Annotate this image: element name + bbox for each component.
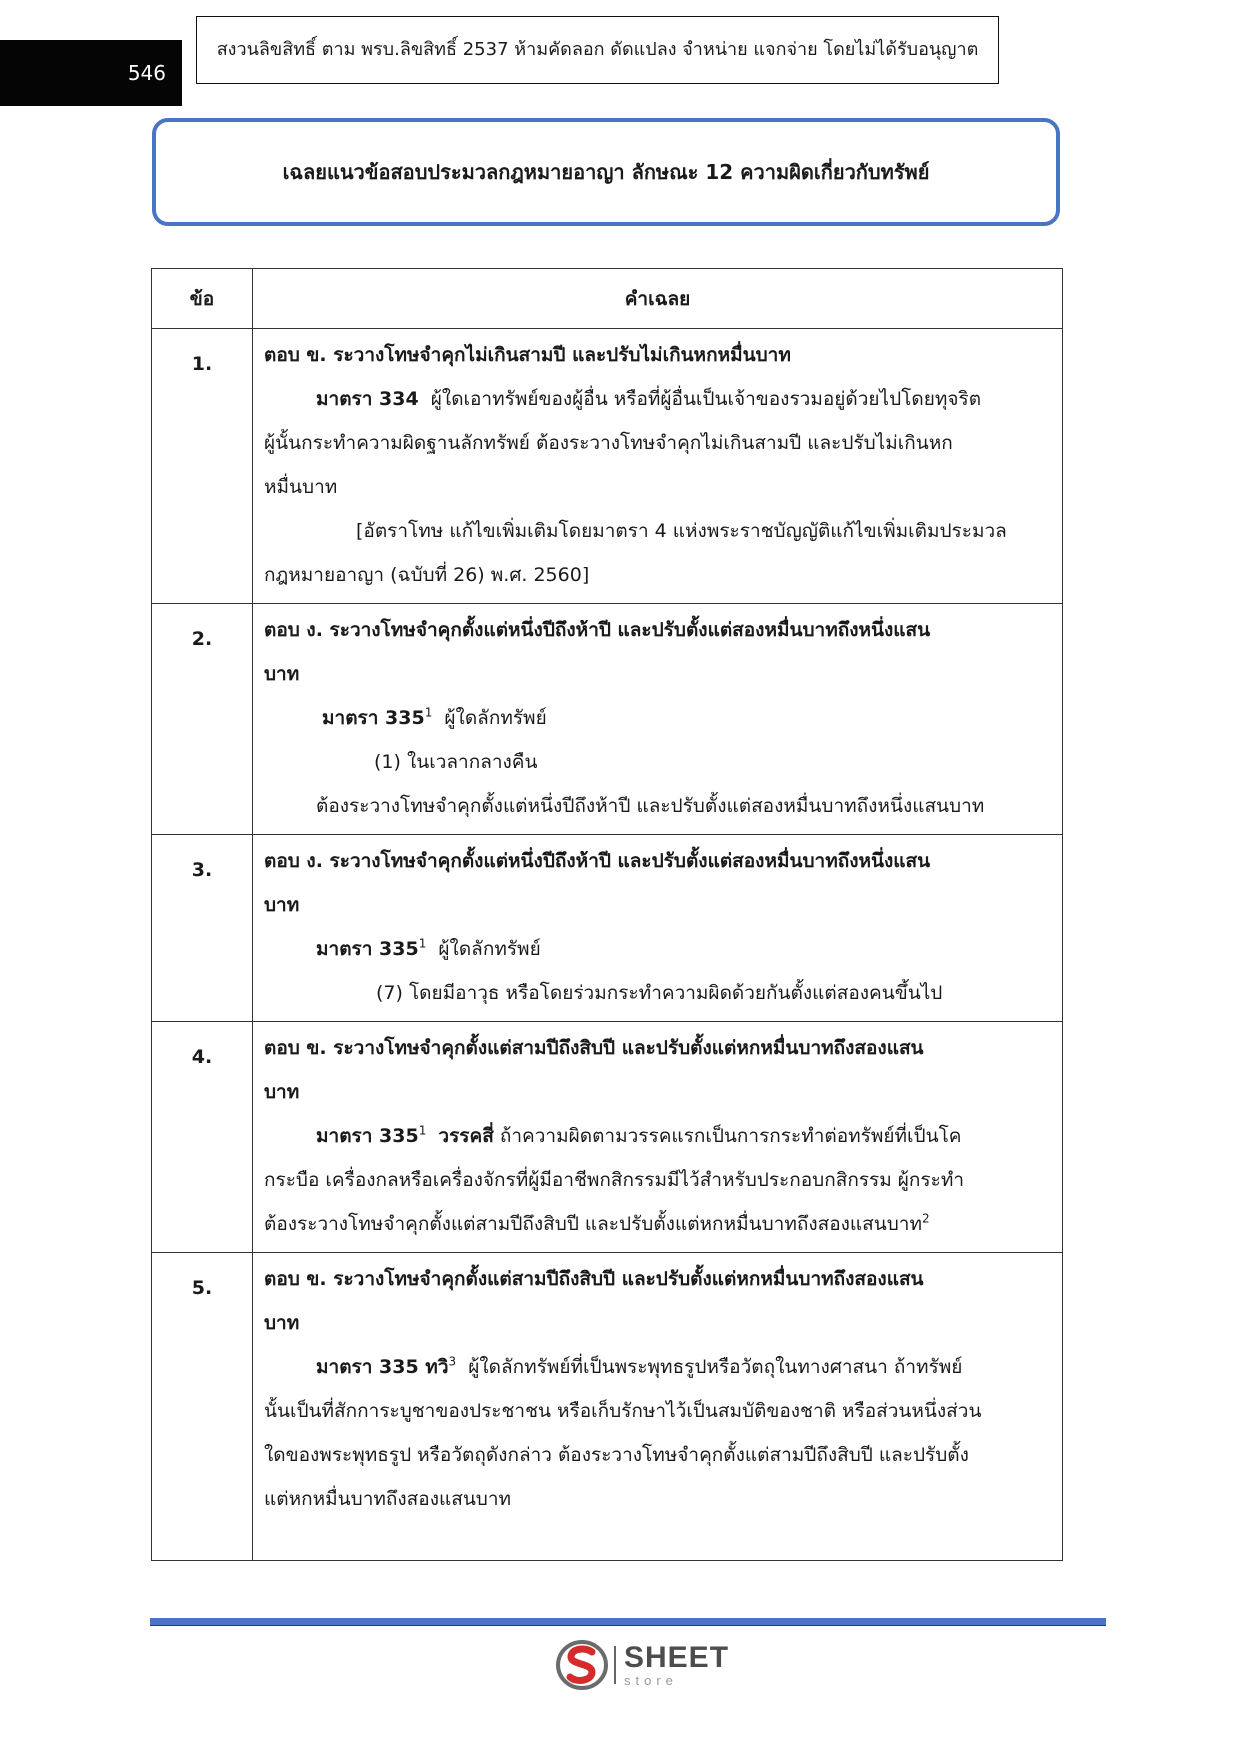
footnote-mark: 3 xyxy=(448,1354,457,1369)
copyright-notice: สงวนลิขสิทธิ์ ตาม พรบ.ลิขสิทธิ์ 2537 ห้ามคัดลอก ดัดแปลง จำหน่าย แจกจ่าย โดยไม่ได้รับอนุญาต xyxy=(196,16,999,84)
answer-choice: ตอบ ง. ระวางโทษจำคุกตั้งแต่หนึ่งปีถึงห้าปี และปรับตั้งแต่สองหมื่นบาทถึงหนึ่งแสน xyxy=(264,850,931,872)
table-row xyxy=(152,835,1063,1022)
table-row xyxy=(152,329,1063,604)
page-number: 546 xyxy=(0,40,182,106)
answer-choice: บาท xyxy=(264,663,300,685)
law-section-line xyxy=(264,1114,1051,1158)
law-text-line xyxy=(264,1202,1051,1246)
law-section-line xyxy=(264,1345,1051,1389)
law-text: ผู้นั้นกระทำความผิดฐานลักทรัพย์ ต้องระวางโทษจำคุกไม่เกินสามปี และปรับไม่เกินหก xyxy=(264,432,953,454)
footnote-mark: 1 xyxy=(418,1123,427,1138)
answer-choice: ตอบ ง. ระวางโทษจำคุกตั้งแต่หนึ่งปีถึงห้าปี และปรับตั้งแต่สองหมื่นบาทถึงหนึ่งแสน xyxy=(264,619,931,641)
law-section: มาตรา 335 xyxy=(322,707,425,729)
s-logo-icon xyxy=(556,1639,608,1691)
question-number: 4. xyxy=(152,1022,253,1253)
logo-separator xyxy=(614,1646,616,1684)
law-text: ผู้ใดเอาทรัพย์ของผู้อื่น หรือที่ผู้อื่นเป็นเจ้าของรวมอยู่ด้วยไปโดยทุจริต xyxy=(430,388,982,410)
answer-cell xyxy=(253,1253,1063,1561)
answer-choice: ตอบ ข. ระวางโทษจำคุกไม่เกินสามปี และปรับไม่เกินหกหมื่นบาท xyxy=(264,344,791,366)
answer-cell xyxy=(253,1022,1063,1253)
footnote-mark: 1 xyxy=(424,705,433,720)
answer-choice: บาท xyxy=(264,1081,300,1103)
law-text: ต้องระวางโทษจำคุกตั้งแต่สามปีถึงสิบปี และปรับตั้งแต่หกหมื่นบาทถึงสองแสนบาท xyxy=(264,1213,923,1235)
answer-choice: ตอบ ข. ระวางโทษจำคุกตั้งแต่สามปีถึงสิบปี และปรับตั้งแต่หกหมื่นบาทถึงสองแสน xyxy=(264,1037,924,1059)
law-section-line xyxy=(264,927,1051,971)
law-section-line xyxy=(264,377,1051,421)
answer-choice: บาท xyxy=(264,1312,300,1334)
question-number: 2. xyxy=(152,604,253,835)
answer-cell xyxy=(253,329,1063,604)
law-text: หมื่นบาท xyxy=(264,476,338,498)
table-row xyxy=(152,1253,1063,1561)
footnote-mark: 1 xyxy=(418,936,427,951)
answer-choice: บาท xyxy=(264,894,300,916)
logo-wordmark xyxy=(624,1643,729,1687)
law-paragraph: วรรคสี่ xyxy=(438,1125,494,1147)
law-text: ใดของพระพุทธรูป หรือวัตถุดังกล่าว ต้องระวางโทษจำคุกตั้งแต่สามปีถึงสิบปี และปรับตั้ง xyxy=(264,1444,969,1466)
law-section: มาตรา 335 xyxy=(316,1125,419,1147)
law-text: แต่หกหมื่นบาทถึงสองแสนบาท xyxy=(264,1488,512,1510)
law-text: ถ้าความผิดตามวรรคแรกเป็นการกระทำต่อทรัพย์ที่เป็นโค xyxy=(499,1125,962,1147)
amendment-note: [อัตราโทษ แก้ไขเพิ่มเติมโดยมาตรา 4 แห่งพระราชบัญญัติแก้ไขเพิ่มเติมประมวล xyxy=(356,520,1007,542)
law-text: ต้องระวางโทษจำคุกตั้งแต่หนึ่งปีถึงห้าปี และปรับตั้งแต่สองหมื่นบาทถึงหนึ่งแสนบาท xyxy=(316,795,985,817)
question-number: 3. xyxy=(152,835,253,1022)
page-title xyxy=(152,118,1060,226)
law-text: ผู้ใดลักทรัพย์ที่เป็นพระพุทธรูปหรือวัตถุในทางศาสนา ถ้าทรัพย์ xyxy=(468,1356,963,1378)
answer-cell xyxy=(253,604,1063,835)
table-row xyxy=(152,604,1063,835)
logo-name: SHEET xyxy=(624,1641,730,1674)
amendment-note: กฎหมายอาญา (ฉบับที่ 26) พ.ศ. 2560] xyxy=(264,564,590,586)
sheet-store-logo xyxy=(556,1638,736,1692)
law-sub-item: (1) ในเวลากลางคืน xyxy=(374,751,538,773)
law-section: มาตรา 335 ทวิ xyxy=(316,1356,449,1378)
law-text: นั้นเป็นที่สักการะบูชาของประชาชน หรือเก็บรักษาไว้เป็นสมบัติของชาติ หรือส่วนหนึ่งส่วน xyxy=(264,1400,982,1422)
law-sub-item: (7) โดยมีอาวุธ หรือโดยร่วมกระทำความผิดด้วยกันตั้งแต่สองคนขึ้นไป xyxy=(376,982,943,1004)
answer-choice: ตอบ ข. ระวางโทษจำคุกตั้งแต่สามปีถึงสิบปี และปรับตั้งแต่หกหมื่นบาทถึงสองแสน xyxy=(264,1268,924,1290)
law-text: ผู้ใดลักทรัพย์ xyxy=(438,938,541,960)
question-number: 5. xyxy=(152,1253,253,1561)
column-header-no: ข้อ xyxy=(152,269,253,329)
column-header-answer: คำเฉลย xyxy=(253,269,1063,329)
table-header-row xyxy=(152,269,1063,329)
table-row xyxy=(152,1022,1063,1253)
law-section-line xyxy=(264,696,1051,740)
law-text: ผู้ใดลักทรัพย์ xyxy=(444,707,547,729)
answer-table xyxy=(151,268,1063,1561)
question-number: 1. xyxy=(152,329,253,604)
footer-divider xyxy=(150,1618,1106,1626)
answer-cell xyxy=(253,835,1063,1022)
page-title-text: เฉลยแนวข้อสอบประมวลกฎหมายอาญา ลักษณะ 12 ความผิดเกี่ยวกับทรัพย์ xyxy=(282,160,930,184)
footnote-mark: 2 xyxy=(922,1211,930,1226)
law-section: มาตรา 335 xyxy=(316,938,419,960)
logo-subtitle: store xyxy=(624,1673,678,1688)
law-text: กระบือ เครื่องกลหรือเครื่องจักรที่ผู้มีอาชีพกสิกรรมมีไว้สำหรับประกอบกสิกรรม ผู้กระทำ xyxy=(264,1169,965,1191)
law-section: มาตรา 334 xyxy=(316,388,419,410)
